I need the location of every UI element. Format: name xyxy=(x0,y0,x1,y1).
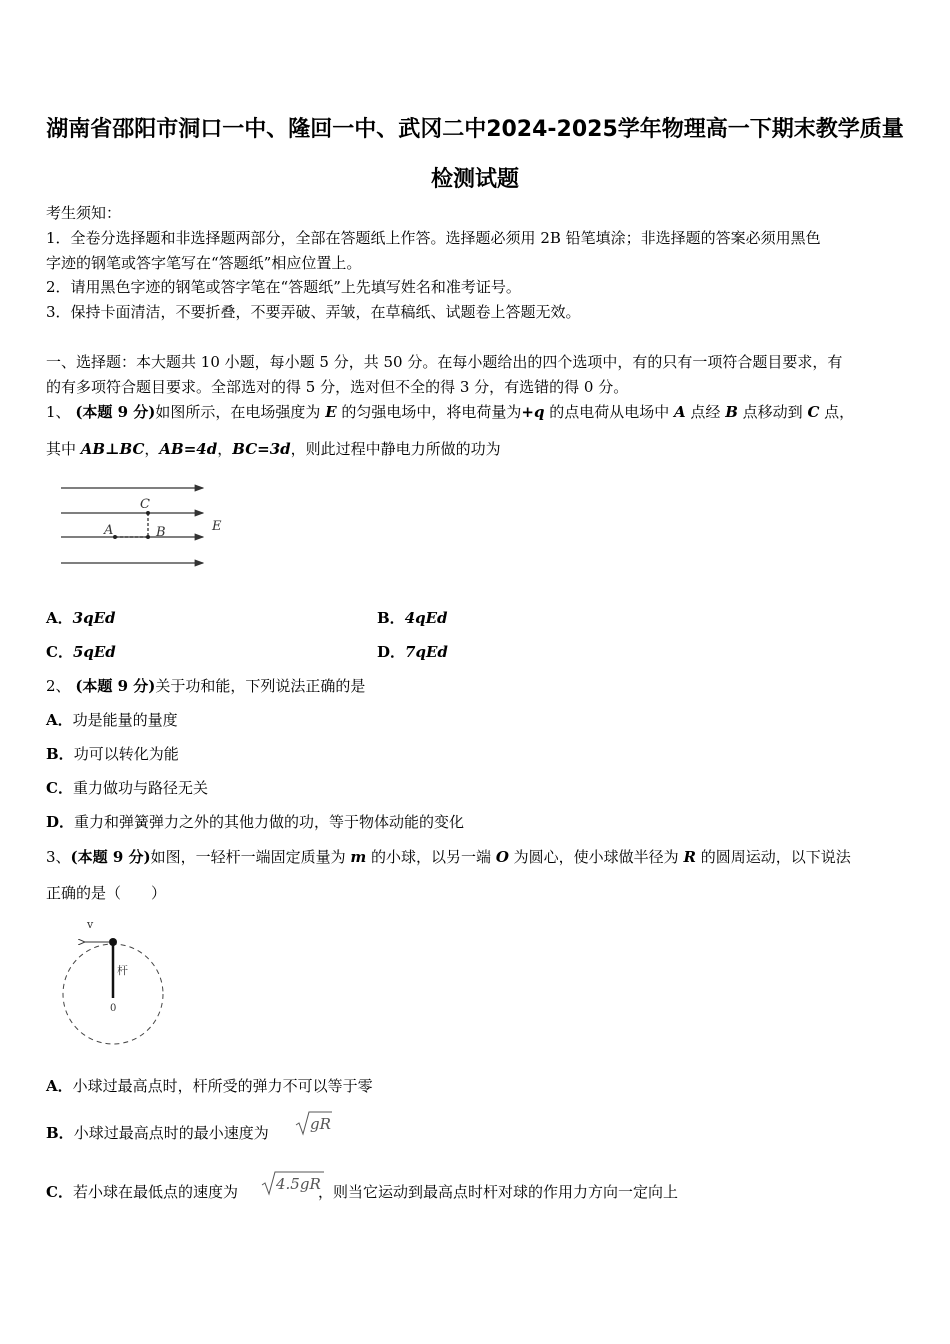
notice-item: 字迹的钢笔或答字笔写在“答题纸”相应位置上。 xyxy=(46,254,362,272)
option-text: 功是能量的量度 xyxy=(72,711,178,729)
sqrt-45gr xyxy=(260,1168,340,1198)
notice-item: 3．保持卡面清洁，不要折叠，不要弄破、弄皱，在草稿纸、试题卷上答题无效。 xyxy=(46,303,581,321)
label-a: A xyxy=(104,523,114,538)
option-text: 小球过最高点时，杆所受的弹力不可以等于零 xyxy=(72,1077,373,1095)
notice-item: 1．全卷分选择题和非选择题两部分，全部在答题纸上作答。选择题必须用 2B 铅笔填涂；非选择题的答案必须用黑色 xyxy=(46,229,821,247)
ball xyxy=(109,938,117,946)
q1-text: ， xyxy=(217,440,233,458)
q3-text: 为圆心，使小球做半径为 xyxy=(508,848,684,866)
q1-text: 其中 xyxy=(46,440,81,458)
q1-var: B xyxy=(725,403,738,421)
q3-var: R xyxy=(683,848,696,866)
notice-item: 2．请用黑色字迹的钢笔或答字笔在“答题纸”上先填写姓名和准考证号。 xyxy=(46,278,521,296)
q2-option-b[interactable] xyxy=(46,743,179,764)
option-letter: C． xyxy=(46,1183,73,1201)
q3-option-b[interactable] xyxy=(46,1122,269,1143)
option-text: 重力和弹簧弹力之外的其他力做的功，等于物体动能的变化 xyxy=(74,813,465,831)
q1-text: 点移动到 xyxy=(737,403,808,421)
q1-field-figure xyxy=(55,478,235,578)
q1-option-c[interactable] xyxy=(46,641,116,662)
sqrt-gr xyxy=(294,1108,334,1138)
q3-circle-figure xyxy=(58,912,173,1057)
q2-stem xyxy=(46,675,365,696)
option-text: 小球过最高点时的最小速度为 xyxy=(73,1124,269,1142)
q1-stem-line2 xyxy=(46,438,501,459)
q1-text: 点， xyxy=(819,403,855,421)
label-o: 0 xyxy=(110,1003,117,1014)
option-letter: A． xyxy=(46,609,73,627)
q1-option-b[interactable] xyxy=(377,607,448,628)
option-letter: A． xyxy=(46,1077,73,1095)
q1-var: BC=3d xyxy=(232,440,291,458)
option-text: 若小球在最低点的速度为 xyxy=(72,1183,238,1201)
option-value: 5qEd xyxy=(72,643,116,661)
option-letter: C． xyxy=(46,779,73,797)
option-letter: B． xyxy=(46,745,74,763)
q3-number: 3、 xyxy=(46,848,71,866)
q3-stem-line2: 正确的是（ ） xyxy=(46,884,167,902)
label-v: v xyxy=(87,918,94,931)
q3-text: 的小球，以另一端 xyxy=(366,848,496,866)
exam-title-line2: 检测试题 xyxy=(430,167,519,192)
q2-option-c[interactable] xyxy=(46,777,208,798)
option-letter: B． xyxy=(46,1124,74,1142)
option-text: 重力做功与路径无关 xyxy=(72,779,208,797)
q2-score: (本题 9 分) xyxy=(75,677,156,695)
option-value: 3qEd xyxy=(72,609,116,627)
q2-option-d[interactable] xyxy=(46,811,464,832)
q1-var: A xyxy=(674,403,686,421)
q3-stem-line1 xyxy=(46,846,851,867)
q1-text: ，则此过程中静电力所做的功为 xyxy=(290,440,501,458)
q3-var: O xyxy=(495,848,509,866)
q1-var: AB=4d xyxy=(159,440,218,458)
section-instructions: 一、选择题：本大题共 10 小题，每小题 5 分，共 50 分。在每小题给出的四个选项中，有的只有一项符合题目要求，有 xyxy=(46,353,843,371)
q3-text: 的圆周运动，以下说法 xyxy=(695,848,851,866)
q3-text: 如图，一轻杆一端固定质量为 xyxy=(150,848,351,866)
q1-option-a[interactable] xyxy=(46,607,116,628)
q1-var: C xyxy=(807,403,820,421)
q1-text: 的匀强电场中，将电荷量为 xyxy=(336,403,522,421)
point-b xyxy=(146,535,150,539)
q1-text: 的点电荷从电场中 xyxy=(544,403,675,421)
q1-option-d[interactable] xyxy=(377,641,448,662)
q3-score: (本题 9 分) xyxy=(70,848,151,866)
option-letter: D． xyxy=(377,643,406,661)
q3-option-c[interactable] xyxy=(46,1181,678,1202)
q2-number: 2、 xyxy=(46,677,71,695)
point-a xyxy=(113,535,117,539)
option-value: 4qEd xyxy=(404,609,448,627)
section-instructions: 的有多项符合题目要求。全部选对的得 5 分，选对但不全的得 3 分，有选错的得 0 分。 xyxy=(46,378,629,396)
q1-stem-line1 xyxy=(46,401,854,422)
q3-var: m xyxy=(350,848,367,866)
exam-title-line1: 湖南省邵阳市洞口一中、隆回一中、武冈二中2024-2025学年物理高一下期末教学质量 xyxy=(46,117,904,142)
option-letter: A． xyxy=(46,711,73,729)
q1-var: E xyxy=(325,403,337,421)
option-text: 功可以转化为能 xyxy=(73,745,179,763)
option-text: ，则当它运动到最高点时杆对球的作用力方向一定向上 xyxy=(317,1183,678,1201)
label-c: C xyxy=(140,497,150,512)
q1-var: +q xyxy=(521,403,545,421)
label-b: B xyxy=(156,525,166,540)
q2-text: 关于功和能，下列说法正确的是 xyxy=(155,677,366,695)
label-e: E xyxy=(212,519,222,534)
q2-option-a[interactable] xyxy=(46,709,178,730)
notice-heading: 考生须知： xyxy=(46,204,122,222)
option-value: 7qEd xyxy=(405,643,448,661)
q1-number: 1、 xyxy=(46,403,71,421)
q3-option-a[interactable] xyxy=(46,1075,373,1096)
sqrt-45gr-expr: 4.5gR xyxy=(276,1175,321,1193)
q1-text: ， xyxy=(144,440,160,458)
option-letter: B． xyxy=(377,609,405,627)
q1-var: AB⊥BC xyxy=(80,440,145,458)
option-letter: D． xyxy=(46,813,75,831)
option-letter: C． xyxy=(46,643,73,661)
q1-text: 如图所示，在电场强度为 xyxy=(155,403,326,421)
q1-score: (本题 9 分) xyxy=(75,403,156,421)
q1-text: 点经 xyxy=(685,403,726,421)
label-rod: 杆 xyxy=(117,964,128,977)
sqrt-gr-expr: gR xyxy=(310,1115,331,1133)
